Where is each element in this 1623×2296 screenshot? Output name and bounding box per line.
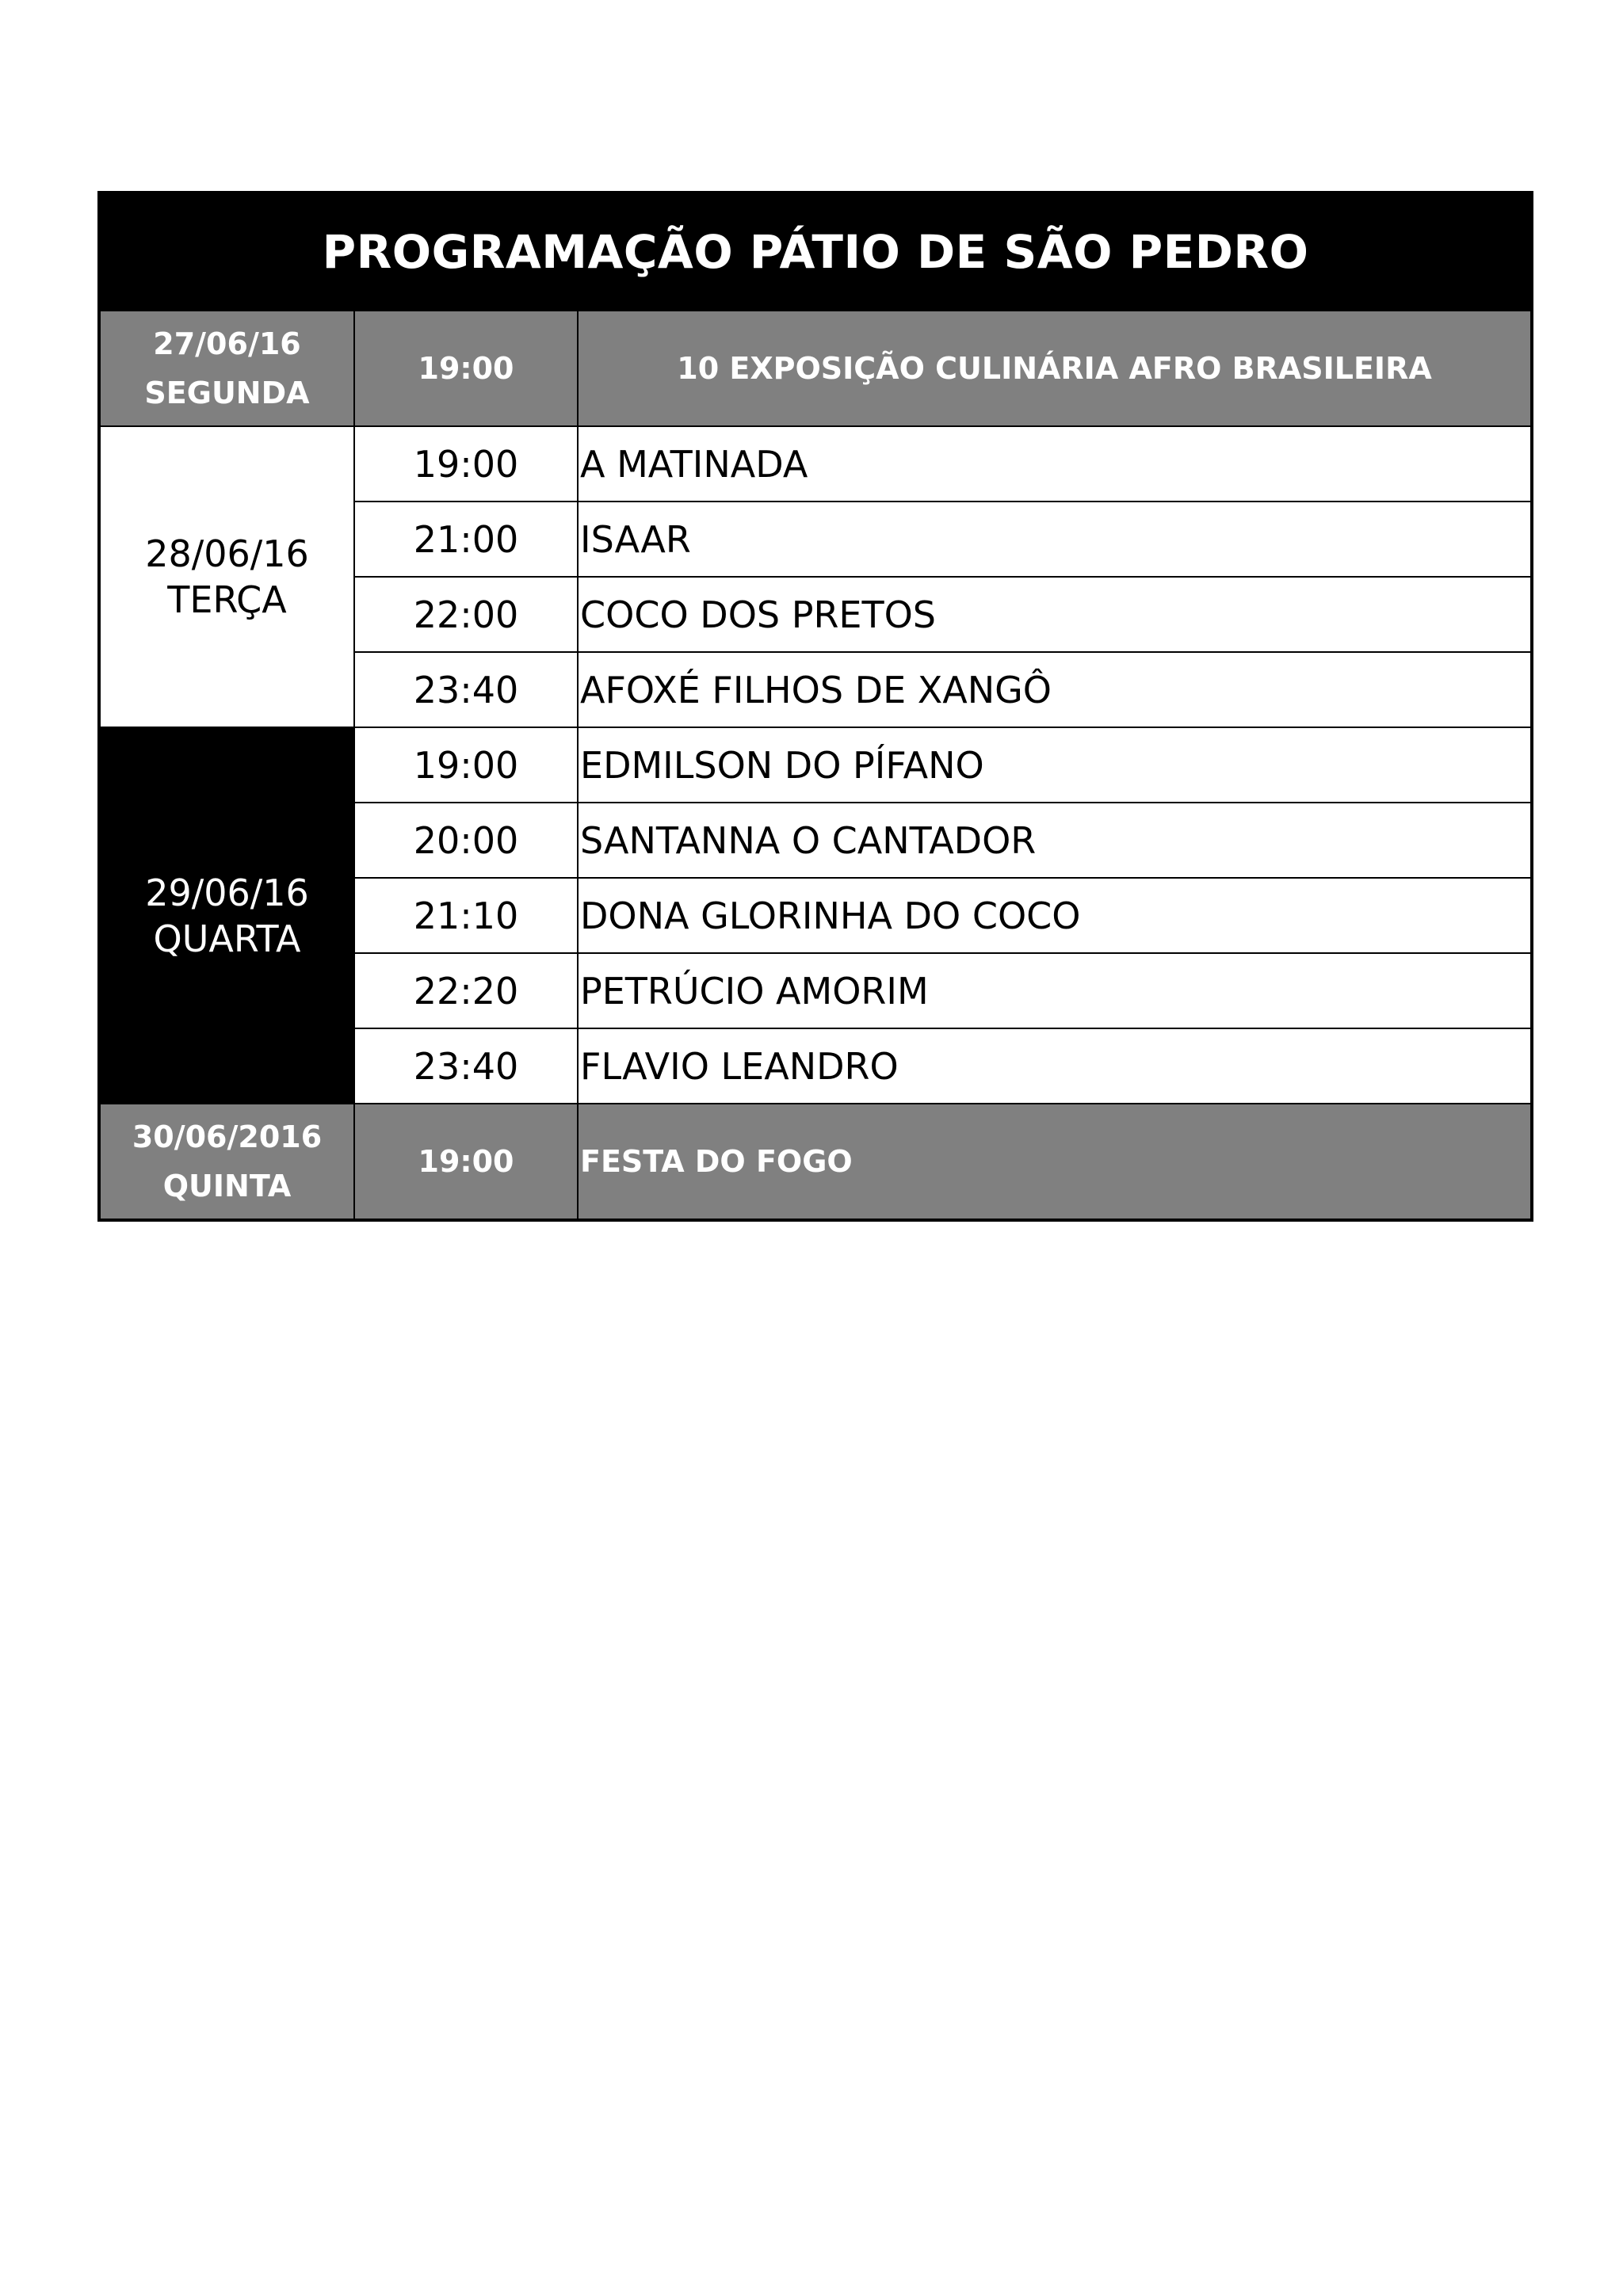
title-row (99, 193, 1532, 311)
day-weekday: SEGUNDA (144, 376, 310, 410)
table-row (99, 727, 1532, 803)
event-act: AFOXÉ FILHOS DE XANGÔ (578, 652, 1532, 727)
event-act: SANTANNA O CANTADOR (578, 803, 1532, 878)
event-time: 23:40 (354, 1028, 578, 1104)
day-date-cell (99, 426, 354, 727)
day-date: 29/06/16 (145, 871, 309, 914)
day-date-cell (99, 727, 354, 1104)
day-date-cell (99, 311, 354, 426)
event-act: EDMILSON DO PÍFANO (578, 727, 1532, 803)
event-time: 21:10 (354, 878, 578, 953)
table-row (99, 1104, 1532, 1220)
event-time: 23:40 (354, 652, 578, 727)
event-act: 10 EXPOSIÇÃO CULINÁRIA AFRO BRASILEIRA (578, 311, 1532, 426)
schedule-table (97, 191, 1533, 1222)
schedule-title: PROGRAMAÇÃO PÁTIO DE SÃO PEDRO (99, 193, 1532, 311)
event-time: 21:00 (354, 502, 578, 577)
event-act: FLAVIO LEANDRO (578, 1028, 1532, 1104)
event-act: COCO DOS PRETOS (578, 577, 1532, 652)
day-weekday: TERÇA (167, 578, 287, 621)
day-date: 27/06/16 (153, 326, 301, 361)
event-time: 19:00 (354, 311, 578, 426)
event-time: 22:00 (354, 577, 578, 652)
event-time: 19:00 (354, 426, 578, 502)
event-time: 19:00 (354, 727, 578, 803)
day-date: 30/06/2016 (132, 1119, 323, 1154)
table-row (99, 426, 1532, 502)
event-act: ISAAR (578, 502, 1532, 577)
event-act: A MATINADA (578, 426, 1532, 502)
day-weekday: QUINTA (162, 1169, 292, 1203)
day-weekday: QUARTA (153, 917, 301, 960)
event-time: 20:00 (354, 803, 578, 878)
day-date-cell (99, 1104, 354, 1220)
event-act: PETRÚCIO AMORIM (578, 953, 1532, 1028)
event-time: 22:20 (354, 953, 578, 1028)
event-time: 19:00 (354, 1104, 578, 1220)
table-row (99, 311, 1532, 426)
day-date: 28/06/16 (145, 532, 309, 575)
event-act: DONA GLORINHA DO COCO (578, 878, 1532, 953)
event-act: FESTA DO FOGO (578, 1104, 1532, 1220)
